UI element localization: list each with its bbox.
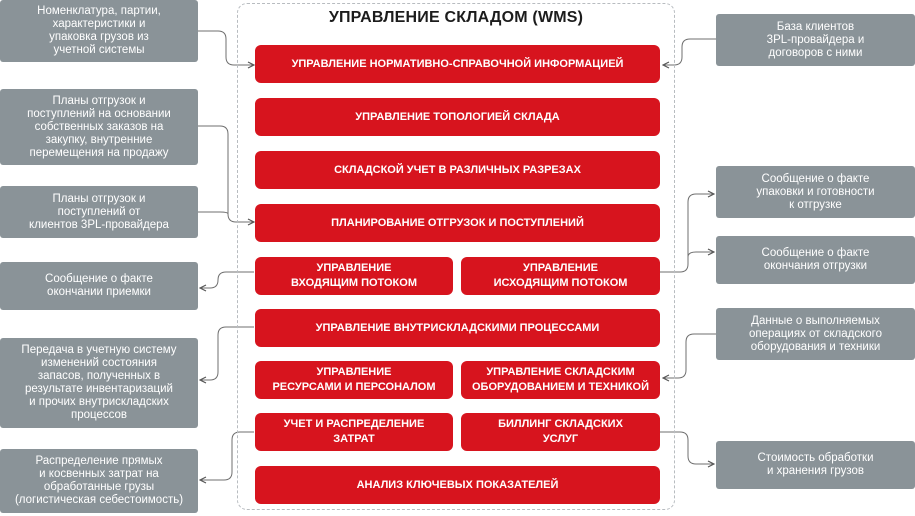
module-outbound: УПРАВЛЕНИЕ ИСХОДЯЩИМ ПОТОКОМ: [461, 257, 660, 295]
module-nsi: УПРАВЛЕНИЕ НОРМАТИВНО-СПРАВОЧНОЙ ИНФОРМАЦИЕЙ: [255, 45, 660, 83]
input-client-base: База клиентов 3PL-провайдера и договоров с ними: [716, 14, 915, 66]
input-packing-msg: Сообщение о факте упаковки и готовности к отгрузке: [716, 166, 915, 218]
module-billing: БИЛЛИНГ СКЛАДСКИХ УСЛУГ: [461, 413, 660, 451]
link-outbound-shipment: [688, 252, 714, 257]
input-nomenclature: Номенклатура, партии, характеристики и упаковка грузов из учетной системы: [0, 0, 198, 62]
module-resources: УПРАВЛЕНИЕ РЕСУРСАМИ И ПЕРСОНАЛОМ: [255, 361, 453, 399]
input-equipment-data: Данные о выполняемых операциях от складского оборудования и техники: [716, 308, 915, 360]
diagram-title: УПРАВЛЕНИЕ СКЛАДОМ (WMS): [328, 9, 584, 26]
module-equipment: УПРАВЛЕНИЕ СКЛАДСКИМ ОБОРУДОВАНИЕМ И ТЕХНИКОЙ: [461, 361, 660, 399]
input-cost-distribution: Распределение прямых и косвенных затрат на обработанные грузы (логистическая себестоимость): [0, 449, 198, 513]
input-receipt-msg: Сообщение о факте окончании приемки: [0, 262, 198, 310]
input-own-plans: Планы отгрузок и поступлений на основании собственных заказов на закупку, внутренние перемещения на продажу: [0, 89, 198, 165]
module-planning: ПЛАНИРОВАНИЕ ОТГРУЗОК И ПОСТУПЛЕНИЙ: [255, 204, 660, 242]
module-costs: УЧЕТ И РАСПРЕДЕЛЕНИЕ ЗАТРАТ: [255, 413, 453, 451]
input-cost-of-services: Стоимость обработки и хранения грузов: [716, 441, 915, 489]
input-client-plans: Планы отгрузок и поступлений от клиентов 3PL-провайдера: [0, 186, 198, 238]
module-topology: УПРАВЛЕНИЕ ТОПОЛОГИЕЙ СКЛАДА: [255, 98, 660, 136]
link-clientplans-planning: [198, 212, 228, 214]
module-inbound: УПРАВЛЕНИЕ ВХОДЯЩИМ ПОТОКОМ: [255, 257, 453, 295]
module-internal: УПРАВЛЕНИЕ ВНУТРИСКЛАДСКИМИ ПРОЦЕССАМИ: [255, 309, 660, 347]
input-stock-changes: Передача в учетную систему изменений состояния запасов, полученных в результате инвентаризаций и прочих внутрискладских процессов: [0, 338, 198, 428]
module-kpi: АНАЛИЗ КЛЮЧЕВЫХ ПОКАЗАТЕЛЕЙ: [255, 466, 660, 504]
module-accounting: СКЛАДСКОЙ УЧЕТ В РАЗЛИЧНЫХ РАЗРЕЗАХ: [255, 151, 660, 189]
input-shipment-msg: Сообщение о факте окончания отгрузки: [716, 236, 915, 284]
